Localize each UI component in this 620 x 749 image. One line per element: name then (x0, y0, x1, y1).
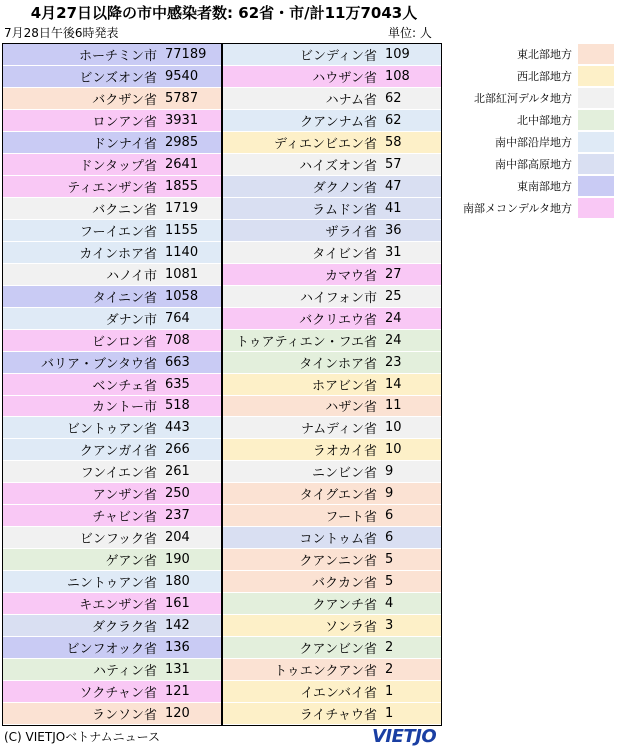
province-name: ハイズオン省 (299, 158, 377, 174)
case-count: 24 (385, 310, 402, 326)
legend-item (454, 109, 614, 131)
province-name: カマウ省 (324, 268, 377, 284)
table-row (223, 571, 441, 593)
case-count: 62 (385, 112, 402, 128)
case-count: 47 (385, 178, 402, 194)
case-count: 14 (385, 376, 402, 392)
table-row (223, 352, 441, 374)
legend-label: 南中部沿岸地方 (495, 136, 572, 149)
province-name: トゥエンクアン省 (274, 664, 377, 680)
case-count: 109 (385, 46, 410, 62)
case-count: 41 (385, 200, 402, 216)
table-row (3, 198, 221, 220)
case-count: 1155 (165, 222, 199, 238)
legend-swatch (578, 198, 614, 218)
page-title: 4月27日以降の市中感染者数: 62省・市/計11万7043人 (30, 4, 418, 22)
province-name: ベンチェ省 (92, 378, 157, 394)
case-count: 3 (385, 618, 394, 634)
table-row (223, 396, 441, 418)
table-row (3, 220, 221, 242)
province-name: ハティン省 (93, 664, 157, 680)
province-name: クアンガイ省 (79, 444, 157, 460)
table-row (223, 483, 441, 505)
table-row (223, 308, 441, 330)
table-row (223, 615, 441, 637)
province-name: ビンフオック省 (66, 642, 157, 658)
table-row (3, 176, 221, 198)
table-row (223, 44, 441, 66)
table-row (3, 396, 221, 418)
case-count: 1058 (165, 288, 199, 304)
cases-table (2, 43, 442, 726)
case-count: 2 (385, 662, 394, 678)
table-row (223, 527, 441, 549)
case-count: 5787 (165, 90, 199, 106)
province-name: ホアビン省 (311, 378, 377, 394)
province-name: ダナン市 (105, 312, 157, 328)
case-count: 27 (385, 266, 402, 282)
case-count: 1719 (165, 200, 199, 216)
case-count: 58 (385, 134, 402, 150)
table-row (223, 110, 441, 132)
table-row (3, 110, 221, 132)
copyright-footer: (C) VIETJOベトナムニュース (4, 730, 161, 744)
legend-item (454, 65, 614, 87)
province-name: バクニン省 (92, 202, 157, 218)
legend-swatch (578, 44, 614, 64)
case-count: 180 (165, 574, 190, 590)
province-name: ナムディン省 (300, 422, 377, 438)
table-column-left (3, 44, 223, 725)
table-row (3, 461, 221, 483)
legend-item (454, 87, 614, 109)
province-name: ハイフォン市 (300, 290, 377, 306)
province-name: チャビン省 (92, 510, 157, 526)
legend-item (454, 43, 614, 65)
province-name: フーイエン省 (79, 224, 157, 240)
legend-swatch (578, 66, 614, 86)
table-row (223, 461, 441, 483)
province-name: タインホア省 (299, 356, 377, 372)
case-count: 5 (385, 552, 394, 568)
case-count: 2641 (165, 156, 199, 172)
table-row (223, 659, 441, 681)
province-name: ラオカイ省 (312, 444, 377, 460)
table-row (3, 637, 221, 659)
table-row (3, 417, 221, 439)
province-name: ランソン省 (91, 708, 157, 724)
table-row (3, 527, 221, 549)
province-name: ラムドン省 (312, 202, 377, 218)
province-name: コントゥム省 (299, 532, 377, 548)
province-name: ティエンザン省 (67, 180, 157, 196)
case-count: 3931 (165, 112, 199, 128)
province-name: フンイエン省 (80, 466, 157, 482)
case-count: 77189 (165, 46, 207, 62)
legend-swatch (578, 132, 614, 152)
table-row (3, 308, 221, 330)
province-name: カインホア省 (79, 246, 157, 262)
table-column-right (223, 44, 441, 725)
case-count: 1140 (165, 244, 199, 260)
case-count: 250 (165, 486, 190, 502)
province-name: クアンニン省 (299, 554, 377, 570)
case-count: 36 (385, 222, 402, 238)
table-row (223, 417, 441, 439)
table-row (3, 505, 221, 527)
table-row (223, 66, 441, 88)
case-count: 1 (385, 706, 394, 722)
table-row (3, 681, 221, 703)
case-count: 57 (385, 156, 402, 172)
province-name: ビンズオン省 (79, 70, 157, 86)
legend-swatch (578, 154, 614, 174)
table-row (3, 88, 221, 110)
table-row (3, 132, 221, 154)
table-row (3, 439, 221, 461)
province-name: ソンラ省 (324, 620, 377, 636)
table-row (3, 154, 221, 176)
province-name: ダクラク省 (91, 620, 157, 636)
case-count: 4 (385, 596, 394, 612)
case-count: 190 (165, 552, 190, 568)
case-count: 131 (165, 662, 190, 678)
case-count: 261 (165, 464, 190, 480)
case-count: 121 (165, 684, 190, 700)
table-row (3, 571, 221, 593)
table-row (3, 703, 221, 725)
province-name: タイビン省 (312, 246, 377, 262)
unit-label: 単位: 人 (388, 26, 432, 40)
province-name: ハウザン省 (312, 70, 377, 86)
table-row (223, 154, 441, 176)
province-name: クアンビン省 (299, 642, 377, 658)
province-name: ビントゥアン省 (66, 422, 157, 438)
province-name: ビンフック省 (79, 532, 157, 548)
table-row (223, 132, 441, 154)
table-row (3, 242, 221, 264)
legend-swatch (578, 88, 614, 108)
province-name: フート省 (325, 510, 377, 526)
legend-item (454, 197, 614, 219)
province-name: ハノイ市 (106, 268, 157, 284)
table-row (3, 352, 221, 374)
case-count: 23 (385, 354, 402, 370)
province-name: ライチャウ省 (299, 708, 377, 724)
legend-swatch (578, 176, 614, 196)
table-row (223, 593, 441, 615)
vietjo-logo (372, 726, 436, 747)
table-row (223, 637, 441, 659)
province-name: クアンナム省 (300, 114, 377, 130)
case-count: 1 (385, 684, 394, 700)
legend-label: 南中部高原地方 (495, 158, 572, 171)
table-row (223, 88, 441, 110)
case-count: 764 (165, 310, 190, 326)
province-name: バクリエウ省 (299, 312, 377, 328)
table-row (223, 703, 441, 725)
table-row (3, 659, 221, 681)
case-count: 108 (385, 68, 410, 84)
table-row (223, 439, 441, 461)
case-count: 6 (385, 530, 394, 546)
province-name: ハナム省 (325, 92, 377, 108)
province-name: ソクチャン省 (79, 686, 157, 702)
table-row (3, 374, 221, 396)
case-count: 11 (385, 398, 402, 414)
case-count: 161 (165, 596, 190, 612)
case-count: 120 (165, 706, 190, 722)
case-count: 142 (165, 618, 190, 634)
case-count: 9 (385, 486, 394, 502)
case-count: 136 (165, 640, 190, 656)
case-count: 2985 (165, 134, 199, 150)
case-count: 443 (165, 420, 190, 436)
table-row (3, 264, 221, 286)
province-name: ドンナイ省 (92, 136, 157, 152)
case-count: 635 (165, 376, 190, 392)
province-name: ザライ省 (325, 224, 377, 240)
province-name: トゥアティエン・フエ省 (236, 334, 377, 350)
legend-item (454, 175, 614, 197)
region-legend (454, 43, 614, 219)
table-row (223, 220, 441, 242)
announcement-date: 7月28日午後6時発表 (4, 26, 119, 40)
table-row (3, 330, 221, 352)
province-name: ディエンビエン省 (274, 136, 377, 152)
province-name: イエンバイ省 (300, 686, 377, 702)
province-name: タイグエン省 (299, 488, 377, 504)
case-count: 10 (385, 442, 402, 458)
case-count: 2 (385, 640, 394, 656)
province-name: ダクノン省 (312, 180, 377, 196)
province-name: ビンディン省 (300, 48, 377, 64)
province-name: カントー市 (91, 400, 157, 416)
case-count: 31 (385, 244, 402, 260)
table-row (3, 483, 221, 505)
table-row (223, 286, 441, 308)
province-name: クアンチ省 (312, 598, 377, 614)
table-row (3, 286, 221, 308)
table-row (223, 242, 441, 264)
province-name: アンザン省 (92, 488, 157, 504)
case-count: 6 (385, 508, 394, 524)
legend-label: 東北部地方 (517, 48, 572, 61)
table-row (223, 505, 441, 527)
province-name: ドンタップ省 (79, 158, 157, 174)
legend-label: 東南部地方 (517, 180, 572, 193)
province-name: ハザン省 (325, 400, 377, 416)
legend-item (454, 153, 614, 175)
case-count: 663 (165, 354, 190, 370)
case-count: 204 (165, 530, 190, 546)
case-count: 5 (385, 574, 394, 590)
table-row (223, 330, 441, 352)
legend-label: 北部紅河デルタ地方 (473, 92, 572, 105)
case-count: 237 (165, 508, 190, 524)
case-count: 518 (165, 398, 190, 414)
case-count: 25 (385, 288, 402, 304)
province-name: キエンザン省 (79, 598, 157, 614)
case-count: 9 (385, 464, 394, 480)
table-row (3, 44, 221, 66)
province-name: ロンアン省 (92, 114, 157, 130)
case-count: 1081 (165, 266, 199, 282)
table-row (223, 549, 441, 571)
province-name: タイニン省 (92, 290, 157, 306)
case-count: 1855 (165, 178, 199, 194)
province-name: ニンビン省 (311, 466, 377, 482)
case-count: 266 (165, 442, 190, 458)
table-row (3, 66, 221, 88)
logo-text: VIETJO (372, 726, 437, 747)
table-row (3, 549, 221, 571)
table-row (3, 593, 221, 615)
province-name: バリア・ブンタウ省 (41, 356, 157, 372)
table-row (223, 681, 441, 703)
province-name: ホーチミン市 (78, 48, 157, 64)
legend-swatch (578, 110, 614, 130)
province-name: ゲアン省 (105, 554, 157, 570)
case-count: 24 (385, 332, 402, 348)
table-row (3, 615, 221, 637)
case-count: 9540 (165, 68, 199, 84)
province-name: バクザン省 (92, 92, 157, 108)
legend-item (454, 131, 614, 153)
province-name: ニントゥアン省 (66, 576, 157, 592)
case-count: 10 (385, 420, 402, 436)
case-count: 62 (385, 90, 402, 106)
table-row (223, 176, 441, 198)
table-row (223, 264, 441, 286)
table-row (223, 374, 441, 396)
legend-label: 西北部地方 (517, 70, 572, 83)
province-name: バクカン省 (311, 576, 377, 592)
legend-label: 南部メコンデルタ地方 (462, 202, 572, 215)
table-row (223, 198, 441, 220)
case-count: 708 (165, 332, 190, 348)
legend-label: 北中部地方 (517, 114, 572, 127)
province-name: ビンロン省 (91, 334, 157, 350)
